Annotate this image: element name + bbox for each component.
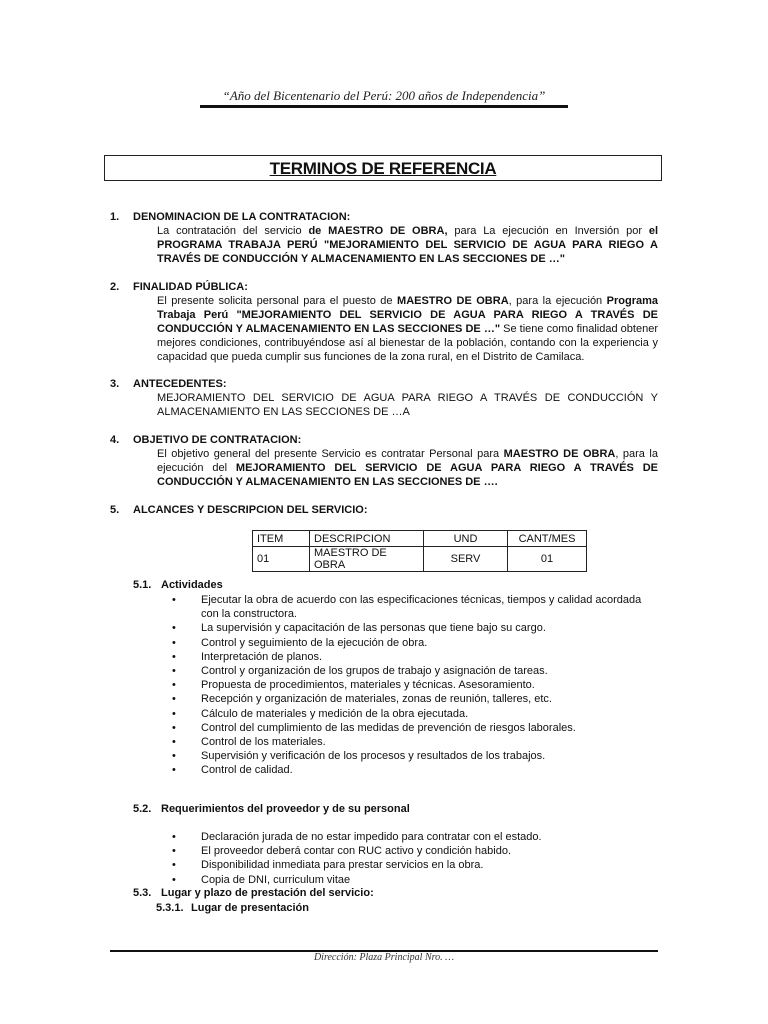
section-heading: DENOMINACION DE LA CONTRATACION: (133, 211, 351, 223)
body-text: El objetivo general del presente Servicio es contratar Personal para (157, 448, 504, 460)
section-body (157, 224, 658, 266)
header-divider (200, 105, 568, 108)
bullet-icon: • (172, 831, 176, 843)
section-body (157, 294, 658, 364)
table-cell: SERV (424, 547, 508, 572)
section-number: 5. (110, 504, 120, 516)
body-text: para La ejecución en Inversión por (447, 225, 649, 237)
subsection-number: 5.3.1. (156, 902, 184, 914)
subsection-5-3-heading (133, 887, 374, 899)
bullet-icon: • (172, 721, 176, 734)
list-item-text: Interpretación de planos. (201, 650, 323, 663)
table-cell: 01 (508, 547, 587, 572)
section-number: 1. (110, 211, 120, 223)
list-item-text: Ejecutar la obra de acuerdo con las especificaciones técnicas, tiempos y calidad acordada con la constructora. (201, 594, 642, 621)
list-item (172, 721, 642, 735)
section-number: 4. (110, 434, 120, 446)
section-5 (110, 503, 658, 517)
list-item-text: Propuesta de procedimientos, materiales y técnicas. Asesoramiento. (201, 679, 535, 692)
list-item-text: Copia de DNI, curriculum vitae (201, 873, 351, 886)
section-body (157, 447, 658, 489)
list-item-text: Control del cumplimiento de las medidas de prevención de riesgos laborales. (201, 721, 576, 734)
list-item-text: El proveedor deberá contar con RUC activo y condición habido. (201, 845, 512, 858)
list-item (172, 858, 642, 872)
list-item (172, 844, 642, 858)
list-item (172, 621, 642, 635)
list-item-text: Declaración jurada de no estar impedido para contratar con el estado. (201, 831, 542, 843)
bullet-icon: • (172, 693, 176, 706)
bullet-icon: • (172, 736, 176, 749)
list-item-text: Control de calidad. (201, 764, 293, 777)
header-motto: “Año del Bicentenario del Perú: 200 años de Independencia” (222, 88, 546, 103)
list-item (172, 830, 642, 844)
list-item-text: Recepción y organización de materiales, zonas de reunión, talleres, etc. (201, 693, 552, 706)
list-item-text: Control y organización de los grupos de trabajo y asignación de tareas. (201, 665, 548, 678)
table-header-cell: DESCRIPCION (310, 531, 424, 547)
list-item-text: Cálculo de materiales y medición de la obra ejecutada. (201, 707, 469, 720)
table-cell: 01 (253, 547, 310, 572)
bullet-icon: • (172, 622, 176, 635)
section-number: 2. (110, 281, 120, 293)
subsection-5-1-heading (133, 579, 223, 591)
list-item (172, 593, 642, 621)
subsection-title: Lugar de presentación (191, 902, 309, 914)
body-text: La contratación del servicio (157, 225, 309, 237)
list-item (172, 678, 642, 692)
bullet-icon: • (172, 594, 176, 606)
section-2 (110, 280, 658, 364)
section-heading: OBJETIVO DE CONTRATACION: (133, 434, 302, 446)
list-item (172, 873, 642, 887)
bullet-icon: • (172, 665, 176, 678)
list-item (172, 664, 642, 678)
list-item-text: Control de los materiales. (201, 736, 326, 749)
subsection-5-3-1-heading (156, 902, 309, 914)
bullet-icon: • (172, 845, 176, 858)
section-heading: FINALIDAD PÚBLICA: (133, 281, 248, 293)
body-bold: Programa Trabaja Perú "MEJORAMIENTO DEL SERVICIO DE AGUA PARA RIEGO A TRAVÉS DE CONDUCCIÓN Y ALMACENAMIENTO EN LAS SECCIONES DE …" (157, 295, 659, 335)
subsection-title: Actividades (161, 579, 223, 591)
bullet-icon: • (172, 679, 176, 692)
title-box (104, 155, 662, 181)
body-bold: MAESTRO DE OBRA (503, 448, 616, 460)
list-item (172, 650, 642, 664)
document-title: TERMINOS DE REFERENCIA (269, 159, 497, 178)
requirements-list (172, 830, 642, 887)
list-item-text: Supervisión y verificación de los procesos y resultados de los trabajos. (201, 750, 546, 763)
subsection-number: 5.1. (133, 579, 152, 591)
footer-address: Dirección: Plaza Principal Nro. … (313, 952, 455, 963)
bullet-icon: • (172, 764, 176, 777)
table-header-cell: ITEM (253, 531, 310, 547)
body-bold: MEJORAMIENTO DEL SERVICIO DE AGUA PARA RIEGO A TRAVÉS DE CONDUCCIÓN Y ALMACENAMIENTO EN LAS SECCIONES DE …. (157, 462, 658, 488)
list-item (172, 707, 642, 721)
list-item-text: Control y seguimiento de la ejecución de obra. (201, 636, 428, 649)
subsection-title: Requerimientos del proveedor y de su personal (161, 803, 410, 815)
list-item (172, 692, 642, 706)
bullet-icon: • (172, 707, 176, 720)
section-3 (110, 377, 658, 419)
service-table (252, 530, 587, 572)
body-bold: MAESTRO DE OBRA (397, 295, 509, 307)
table-header-cell: UND (424, 531, 508, 547)
subsection-title: Lugar y plazo de prestación del servicio: (161, 887, 374, 899)
section-heading: ANTECEDENTES: (133, 378, 227, 390)
subsection-number: 5.3. (133, 887, 152, 899)
list-item-text: Disponibilidad inmediata para prestar servicios en la obra. (201, 859, 484, 872)
list-item (172, 735, 642, 749)
body-text: Se tiene como finalidad obtener mejores condiciones, contribuyéndose así al bienestar de la población, contando con la experiencia y capacidad que pueda cumplir sus funciones de la zona rural, en el Distrito de Camilaca. (157, 323, 658, 363)
body-bold: de MAESTRO DE OBRA, (308, 225, 448, 237)
section-number: 3. (110, 378, 120, 390)
body-bold: el PROGRAMA TRABAJA PERÚ "MEJORAMIENTO DEL SERVICIO DE AGUA PARA RIEGO A TRAVÉS DE CONDUCCIÓN Y ALMACENAMIENTO EN LAS SECCIONES DE …" (157, 225, 659, 265)
subsection-number: 5.2. (133, 803, 152, 815)
bullet-icon: • (172, 859, 176, 872)
body-text: , para la ejecución del (157, 448, 658, 474)
activities-list (172, 593, 642, 778)
table-row (253, 547, 587, 572)
bullet-icon: • (172, 650, 176, 663)
list-item (172, 636, 642, 650)
table-header-cell: CANT/MES (508, 531, 587, 547)
table-header-row (253, 531, 587, 547)
bullet-icon: • (172, 750, 176, 763)
table-cell: MAESTRO DE OBRA (310, 547, 424, 572)
section-body: MEJORAMIENTO DEL SERVICIO DE AGUA PARA RIEGO A TRAVÉS DE CONDUCCIÓN Y ALMACENAMIENTO EN LAS SECCIONES DE …A (157, 392, 658, 418)
bullet-icon: • (172, 873, 176, 886)
body-text: El presente solicita personal para el puesto de (157, 295, 398, 307)
subsection-5-2-heading (133, 803, 410, 815)
list-item-text: La supervisión y capacitación de las personas que tiene bajo su cargo. (201, 622, 546, 635)
body-text: , para la ejecución (508, 295, 607, 307)
list-item (172, 749, 642, 763)
section-heading: ALCANCES Y DESCRIPCION DEL SERVICIO: (133, 504, 368, 516)
list-item (172, 763, 642, 777)
section-4 (110, 433, 658, 489)
bullet-icon: • (172, 636, 176, 649)
section-1 (110, 210, 658, 266)
